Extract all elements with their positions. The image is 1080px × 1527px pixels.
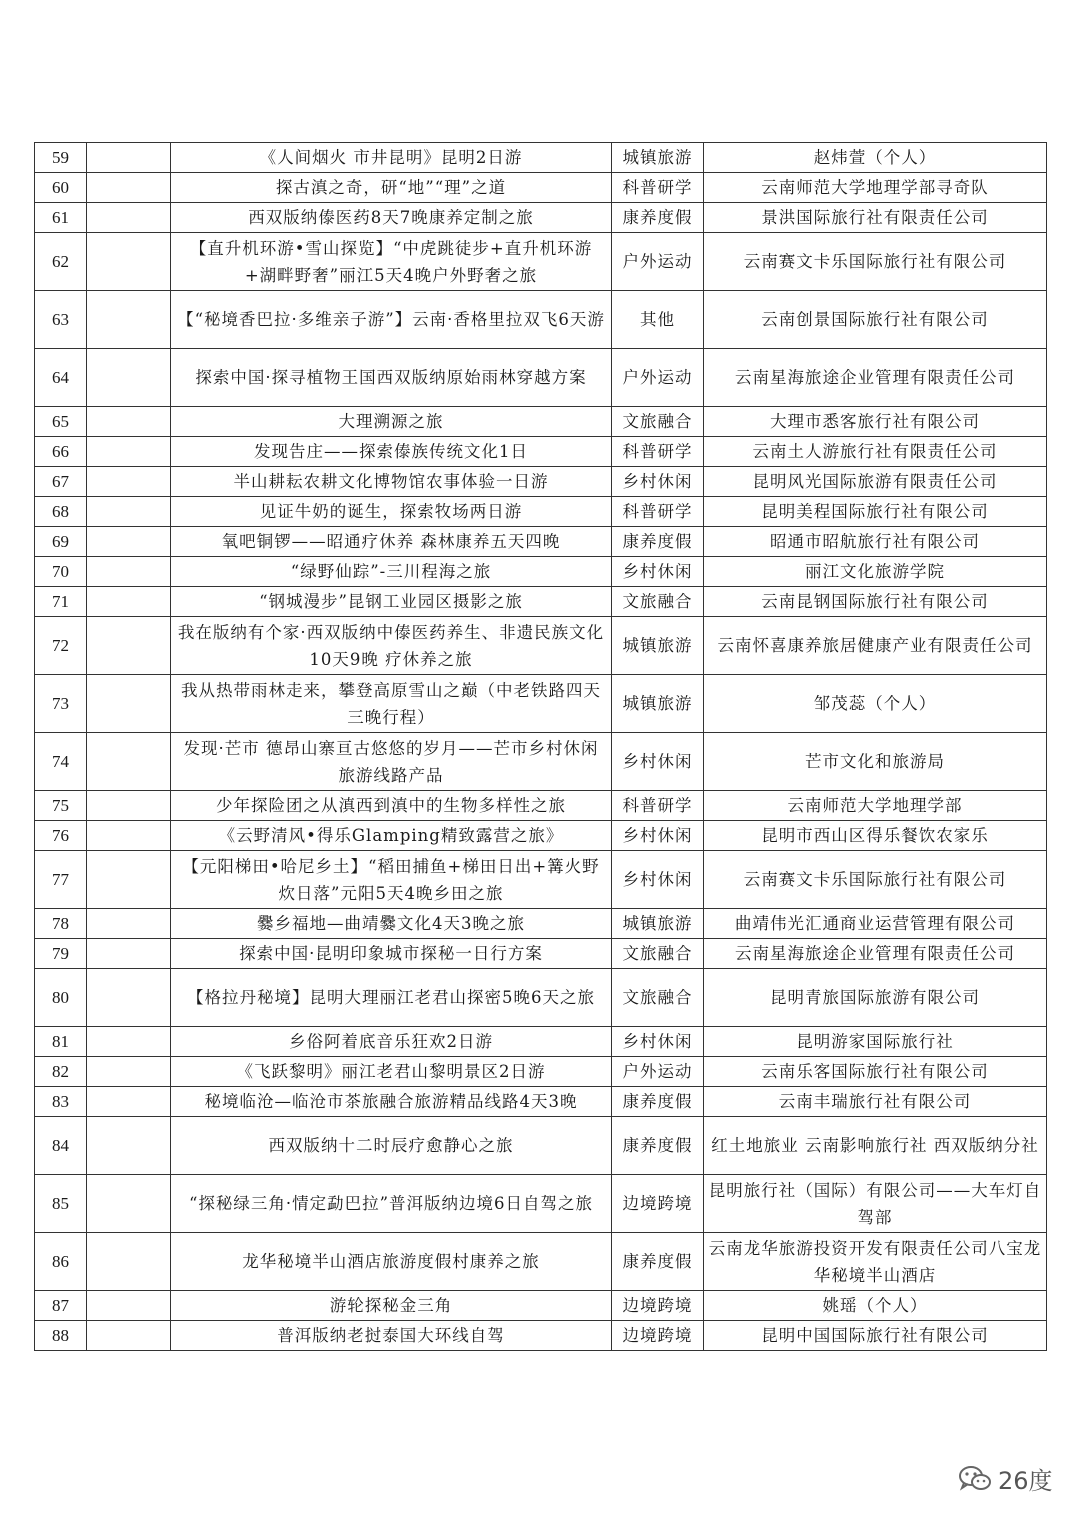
route-type: 户外运动 <box>612 349 704 407</box>
organization: 云南怀喜康养旅居健康产业有限责任公司 <box>704 617 1047 675</box>
organization: 云南赛文卡乐国际旅行社有限公司 <box>704 233 1047 291</box>
organization: 云南师范大学地理学部 <box>704 791 1047 821</box>
row-number: 84 <box>35 1117 87 1175</box>
row-number: 86 <box>35 1233 87 1291</box>
blank-cell <box>87 233 171 291</box>
blank-cell <box>87 1087 171 1117</box>
route-name: 探古滇之奇，研“地”“理”之道 <box>171 173 612 203</box>
blank-cell <box>87 733 171 791</box>
organization: 云南乐客国际旅行社有限公司 <box>704 1057 1047 1087</box>
table-row <box>35 969 1047 1027</box>
route-type: 户外运动 <box>612 1057 704 1087</box>
watermark <box>958 1461 1053 1496</box>
table-row <box>35 291 1047 349</box>
route-type: 康养度假 <box>612 1233 704 1291</box>
table-row <box>35 1175 1047 1233</box>
row-number: 88 <box>35 1321 87 1351</box>
row-number: 80 <box>35 969 87 1027</box>
row-number: 78 <box>35 909 87 939</box>
blank-cell <box>87 349 171 407</box>
organization: 大理市悉客旅行社有限公司 <box>704 407 1047 437</box>
route-type: 康养度假 <box>612 527 704 557</box>
blank-cell <box>87 203 171 233</box>
organization: 云南星海旅途企业管理有限责任公司 <box>704 349 1047 407</box>
route-name: 《云野清风•得乐Glamping精致露营之旅》 <box>171 821 612 851</box>
route-type: 文旅融合 <box>612 969 704 1027</box>
organization: 云南丰瑞旅行社有限公司 <box>704 1087 1047 1117</box>
blank-cell <box>87 407 171 437</box>
blank-cell <box>87 851 171 909</box>
organization: 云南昆钢国际旅行社有限公司 <box>704 587 1047 617</box>
organization: 曲靖伟光汇通商业运营管理有限公司 <box>704 909 1047 939</box>
route-name: 乡俗阿着底音乐狂欢2日游 <box>171 1027 612 1057</box>
blank-cell <box>87 497 171 527</box>
route-name: 【直升机环游•雪山探览】“中虎跳徒步+直升机环游+湖畔野奢”丽江5天4晚户外野奢之旅 <box>171 233 612 291</box>
row-number: 67 <box>35 467 87 497</box>
route-list-table <box>34 142 1047 1351</box>
organization: 昆明美程国际旅行社有限公司 <box>704 497 1047 527</box>
route-type: 城镇旅游 <box>612 909 704 939</box>
route-name: 发现告庄——探索傣族传统文化1日 <box>171 437 612 467</box>
blank-cell <box>87 291 171 349</box>
table-row <box>35 407 1047 437</box>
table-row <box>35 527 1047 557</box>
row-number: 66 <box>35 437 87 467</box>
row-number: 62 <box>35 233 87 291</box>
blank-cell <box>87 1027 171 1057</box>
blank-cell <box>87 437 171 467</box>
row-number: 61 <box>35 203 87 233</box>
table-row <box>35 1321 1047 1351</box>
blank-cell <box>87 939 171 969</box>
blank-cell <box>87 467 171 497</box>
route-name: 西双版纳十二时辰疗愈静心之旅 <box>171 1117 612 1175</box>
row-number: 65 <box>35 407 87 437</box>
route-type: 乡村休闲 <box>612 1027 704 1057</box>
blank-cell <box>87 969 171 1027</box>
route-name: 半山耕耘农耕文化博物馆农事体验一日游 <box>171 467 612 497</box>
table-row <box>35 349 1047 407</box>
blank-cell <box>87 587 171 617</box>
route-type: 科普研学 <box>612 173 704 203</box>
row-number: 82 <box>35 1057 87 1087</box>
blank-cell <box>87 173 171 203</box>
organization: 昭通市昭航旅行社有限公司 <box>704 527 1047 557</box>
row-number: 63 <box>35 291 87 349</box>
table-body <box>35 143 1047 1351</box>
organization: 昆明市西山区得乐餐饮农家乐 <box>704 821 1047 851</box>
table-row <box>35 821 1047 851</box>
route-name: 【格拉丹秘境】昆明大理丽江老君山探密5晚6天之旅 <box>171 969 612 1027</box>
route-type: 文旅融合 <box>612 587 704 617</box>
route-name: 爨乡福地—曲靖爨文化4天3晚之旅 <box>171 909 612 939</box>
row-number: 68 <box>35 497 87 527</box>
organization: 姚瑶（个人） <box>704 1291 1047 1321</box>
blank-cell <box>87 557 171 587</box>
blank-cell <box>87 1117 171 1175</box>
route-type: 户外运动 <box>612 233 704 291</box>
blank-cell <box>87 143 171 173</box>
row-number: 59 <box>35 143 87 173</box>
table-row <box>35 909 1047 939</box>
table-row <box>35 233 1047 291</box>
blank-cell <box>87 1233 171 1291</box>
blank-cell <box>87 909 171 939</box>
organization: 丽江文化旅游学院 <box>704 557 1047 587</box>
table-row <box>35 467 1047 497</box>
table-row <box>35 939 1047 969</box>
route-name: 西双版纳傣医药8天7晚康养定制之旅 <box>171 203 612 233</box>
route-name: 我在版纳有个家·西双版纳中傣医药养生、非遗民族文化 10天9晚 疗休养之旅 <box>171 617 612 675</box>
table-row <box>35 675 1047 733</box>
table-row <box>35 1027 1047 1057</box>
table-row <box>35 437 1047 467</box>
row-number: 81 <box>35 1027 87 1057</box>
table-row <box>35 173 1047 203</box>
table-row <box>35 143 1047 173</box>
route-name: 见证牛奶的诞生，探索牧场两日游 <box>171 497 612 527</box>
blank-cell <box>87 1321 171 1351</box>
route-name: 【“秘境香巴拉·多维亲子游”】云南·香格里拉双飞6天游 <box>171 291 612 349</box>
route-name: 普洱版纳老挝泰国大环线自驾 <box>171 1321 612 1351</box>
row-number: 74 <box>35 733 87 791</box>
route-type: 乡村休闲 <box>612 851 704 909</box>
row-number: 72 <box>35 617 87 675</box>
table-row <box>35 617 1047 675</box>
organization: 云南星海旅途企业管理有限责任公司 <box>704 939 1047 969</box>
route-type: 乡村休闲 <box>612 557 704 587</box>
row-number: 73 <box>35 675 87 733</box>
row-number: 64 <box>35 349 87 407</box>
row-number: 75 <box>35 791 87 821</box>
route-type: 边境跨境 <box>612 1321 704 1351</box>
table-row <box>35 1117 1047 1175</box>
organization: 昆明旅行社（国际）有限公司——大车灯自驾部 <box>704 1175 1047 1233</box>
blank-cell <box>87 617 171 675</box>
table-row <box>35 851 1047 909</box>
organization: 昆明青旅国际旅游有限公司 <box>704 969 1047 1027</box>
organization: 云南创景国际旅行社有限公司 <box>704 291 1047 349</box>
organization: 云南龙华旅游投资开发有限责任公司八宝龙华秘境半山酒店 <box>704 1233 1047 1291</box>
route-type: 科普研学 <box>612 437 704 467</box>
organization: 邹茂蕊（个人） <box>704 675 1047 733</box>
route-type: 乡村休闲 <box>612 467 704 497</box>
table-row <box>35 1291 1047 1321</box>
table-row <box>35 203 1047 233</box>
organization: 昆明游家国际旅行社 <box>704 1027 1047 1057</box>
route-type: 康养度假 <box>612 203 704 233</box>
route-type: 边境跨境 <box>612 1291 704 1321</box>
route-name: 《飞跃黎明》丽江老君山黎明景区2日游 <box>171 1057 612 1087</box>
route-type: 城镇旅游 <box>612 143 704 173</box>
watermark-text: 26度 <box>998 1467 1053 1495</box>
route-type: 康养度假 <box>612 1087 704 1117</box>
route-type: 科普研学 <box>612 791 704 821</box>
route-type: 边境跨境 <box>612 1175 704 1233</box>
organization: 云南土人游旅行社有限责任公司 <box>704 437 1047 467</box>
route-type: 城镇旅游 <box>612 617 704 675</box>
route-name: 氧吧铜锣——昭通疗休养 森林康养五天四晚 <box>171 527 612 557</box>
route-type: 乡村休闲 <box>612 733 704 791</box>
blank-cell <box>87 675 171 733</box>
table-row <box>35 497 1047 527</box>
route-type: 康养度假 <box>612 1117 704 1175</box>
table-row <box>35 557 1047 587</box>
route-name: 探索中国·昆明印象城市探秘一日行方案 <box>171 939 612 969</box>
table-row <box>35 733 1047 791</box>
route-name: 《人间烟火 市井昆明》昆明2日游 <box>171 143 612 173</box>
row-number: 71 <box>35 587 87 617</box>
blank-cell <box>87 527 171 557</box>
wechat-icon <box>958 1465 992 1493</box>
blank-cell <box>87 821 171 851</box>
table-row <box>35 791 1047 821</box>
blank-cell <box>87 1175 171 1233</box>
route-name: 发现·芒市 德昂山寨亘古悠悠的岁月——芒市乡村休闲旅游线路产品 <box>171 733 612 791</box>
organization: 赵炜萱（个人） <box>704 143 1047 173</box>
table-row <box>35 1057 1047 1087</box>
row-number: 83 <box>35 1087 87 1117</box>
organization: 云南师范大学地理学部寻奇队 <box>704 173 1047 203</box>
route-type: 乡村休闲 <box>612 821 704 851</box>
route-name: 大理溯源之旅 <box>171 407 612 437</box>
route-name: 龙华秘境半山酒店旅游度假村康养之旅 <box>171 1233 612 1291</box>
route-name: “绿野仙踪”-三川程海之旅 <box>171 557 612 587</box>
table-row <box>35 1087 1047 1117</box>
route-name: 我从热带雨林走来，攀登高原雪山之巅（中老铁路四天三晚行程） <box>171 675 612 733</box>
row-number: 79 <box>35 939 87 969</box>
table-row <box>35 1233 1047 1291</box>
row-number: 87 <box>35 1291 87 1321</box>
organization: 红土地旅业 云南影响旅行社 西双版纳分社 <box>704 1117 1047 1175</box>
route-type: 城镇旅游 <box>612 675 704 733</box>
route-type: 文旅融合 <box>612 939 704 969</box>
organization: 昆明中国国际旅行社有限公司 <box>704 1321 1047 1351</box>
row-number: 60 <box>35 173 87 203</box>
row-number: 69 <box>35 527 87 557</box>
route-name: 【元阳梯田•哈尼乡土】“稻田捕鱼+梯田日出+篝火野炊日落”元阳5天4晚乡田之旅 <box>171 851 612 909</box>
route-name: 秘境临沧—临沧市茶旅融合旅游精品线路4天3晚 <box>171 1087 612 1117</box>
route-name: 游轮探秘金三角 <box>171 1291 612 1321</box>
route-type: 文旅融合 <box>612 407 704 437</box>
organization: 景洪国际旅行社有限责任公司 <box>704 203 1047 233</box>
organization: 云南赛文卡乐国际旅行社有限公司 <box>704 851 1047 909</box>
row-number: 77 <box>35 851 87 909</box>
route-type: 科普研学 <box>612 497 704 527</box>
route-name: “钢城漫步”昆钢工业园区摄影之旅 <box>171 587 612 617</box>
route-name: “探秘绿三角·情定勐巴拉”普洱版纳边境6日自驾之旅 <box>171 1175 612 1233</box>
route-name: 探索中国·探寻植物王国西双版纳原始雨林穿越方案 <box>171 349 612 407</box>
organization: 昆明风光国际旅游有限责任公司 <box>704 467 1047 497</box>
route-type: 其他 <box>612 291 704 349</box>
blank-cell <box>87 791 171 821</box>
row-number: 85 <box>35 1175 87 1233</box>
blank-cell <box>87 1291 171 1321</box>
blank-cell <box>87 1057 171 1087</box>
organization: 芒市文化和旅游局 <box>704 733 1047 791</box>
table-row <box>35 587 1047 617</box>
route-name: 少年探险团之从滇西到滇中的生物多样性之旅 <box>171 791 612 821</box>
row-number: 70 <box>35 557 87 587</box>
row-number: 76 <box>35 821 87 851</box>
